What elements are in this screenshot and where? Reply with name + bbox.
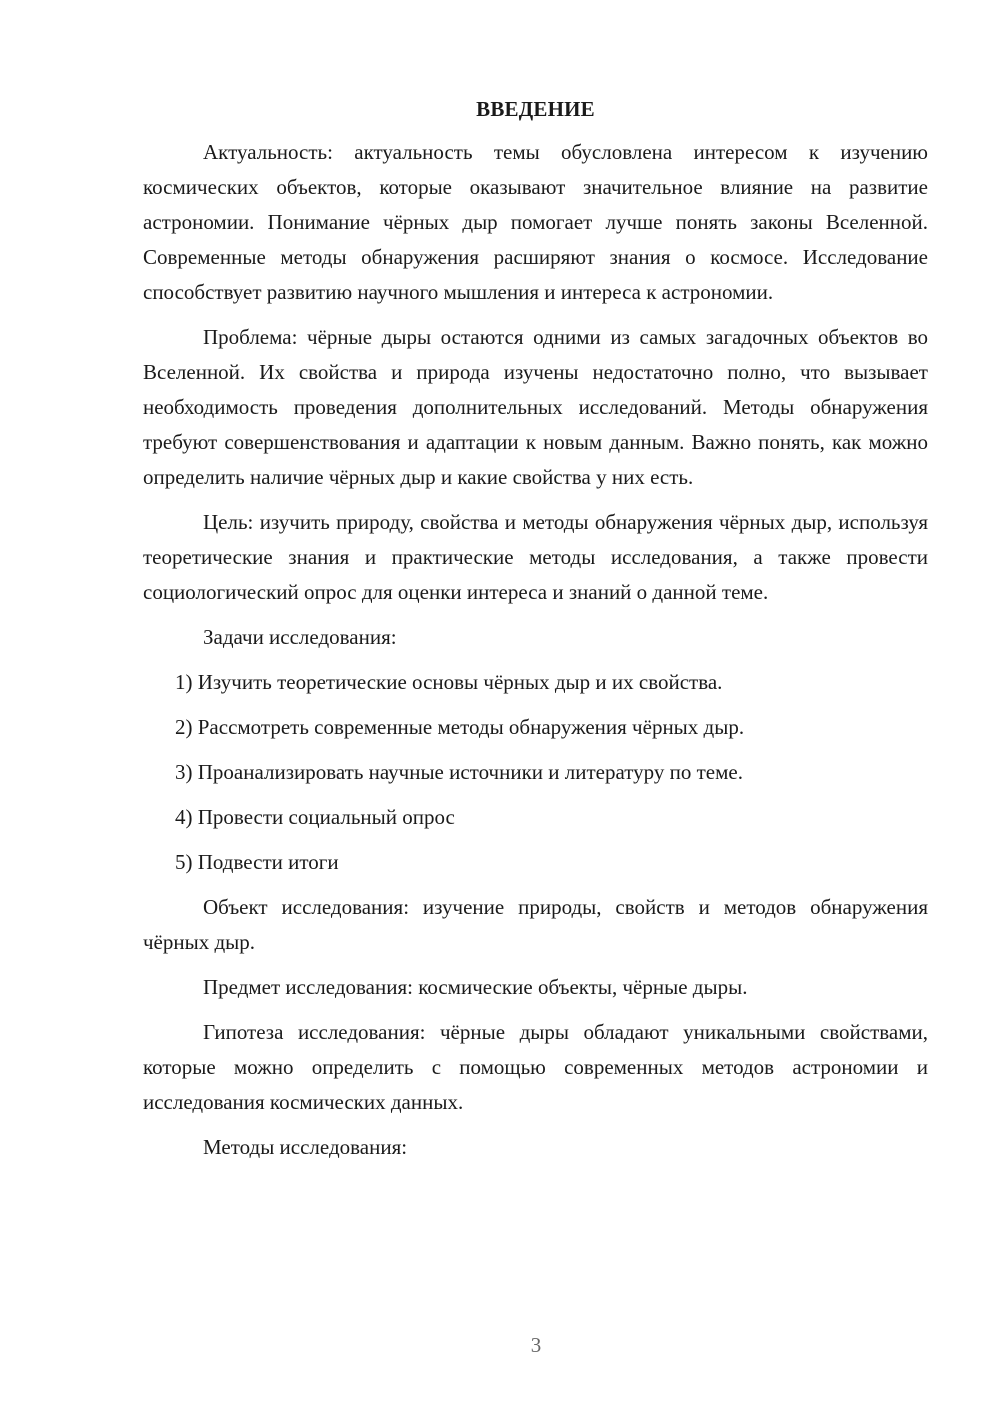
paragraph-goal: Цель: изучить природу, свойства и методы обнаружения чёрных дыр, используя теоретические знания и практические методы исследования, а также провести социологический опрос для оценки интереса и знаний о данной теме. [143,510,928,604]
paragraph-object: Объект исследования: изучение природы, свойств и методов обнаружения чёрных дыр. [143,895,928,954]
paragraph-hypothesis: Гипотеза исследования: чёрные дыры обладают уникальными свойствами, которые можно определить с помощью современных методов астрономии и исследования космических данных. [143,1020,928,1114]
paragraph-problem: Проблема: чёрные дыры остаются одними из самых загадочных объектов во Вселенной. Их свойства и природа изучены недостаточно полно, что вызывает необходимость проведения дополнительных исследований. Методы обнаружения требуют совершенствования и адаптации к новым данным. Важно понять, как можно определить наличие чёрных дыр и какие свойства у них есть. [143,325,928,489]
paragraph-subject: Предмет исследования: космические объекты, чёрные дыры. [203,975,748,999]
task-item-3: 3) Проанализировать научные источники и литературу по теме. [175,760,743,784]
page-number: 3 [530,1333,542,1357]
document-title: ВВЕДЕНИЕ [476,97,595,121]
task-item-1: 1) Изучить теоретические основы чёрных дыр и их свойства. [175,670,723,694]
paragraph-tasks-heading: Задачи исследования: [203,625,397,649]
paragraph-methods-heading: Методы исследования: [203,1135,408,1159]
document-page [143,92,928,1175]
task-item-2: 2) Рассмотреть современные методы обнаружения чёрных дыр. [175,715,745,739]
paragraph-relevance: Актуальность: актуальность темы обусловлена интересом к изучению космических объектов, которые оказывают значительное влияние на развитие астрономии. Понимание чёрных дыр помогает лучше понять законы Вселенной. Современные методы обнаружения расширяют знания о космосе. Исследование способствует развитию научного мышления и интереса к астрономии. [143,140,928,304]
task-item-5: 5) Подвести итоги [175,850,339,874]
task-item-4: 4) Провести социальный опрос [175,805,455,829]
